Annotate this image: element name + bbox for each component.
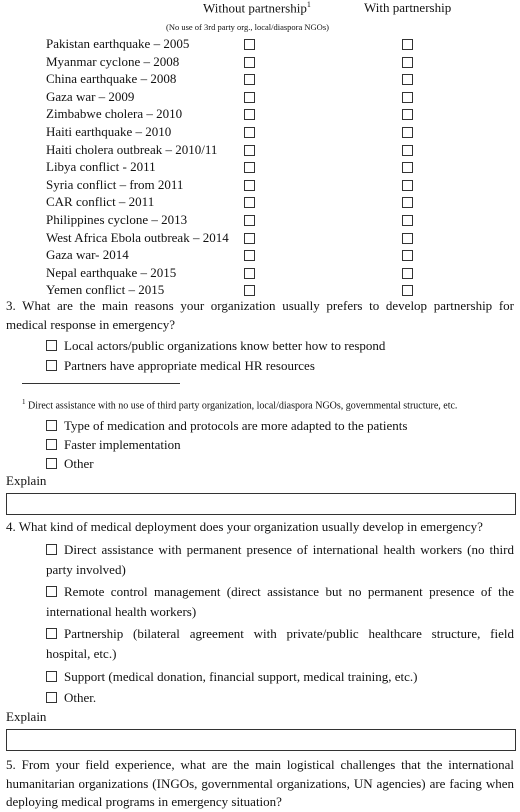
- with-partnership-checkbox[interactable]: [402, 127, 413, 138]
- table-row: [0, 176, 520, 194]
- with-partnership-checkbox[interactable]: [402, 162, 413, 173]
- q3-option-faster[interactable]: Faster implementation: [46, 436, 181, 454]
- with-partnership-checkbox[interactable]: [402, 109, 413, 120]
- q3-option-other[interactable]: Other: [46, 455, 94, 473]
- without-partnership-checkbox[interactable]: [244, 127, 255, 138]
- event-label: Nepal earthquake – 2015: [46, 264, 177, 280]
- checkbox[interactable]: [46, 439, 57, 450]
- q3-option-local-actors[interactable]: Local actors/public organizations know better how to respond: [46, 337, 385, 355]
- checkbox[interactable]: [46, 671, 57, 682]
- checkbox[interactable]: [46, 360, 57, 371]
- column-header-with: With partnership: [364, 0, 452, 15]
- footnote: $^1$ Direct assistance with no use of third party organization, local/diaspora NGOs, governmental structure, etc.: [22, 398, 458, 412]
- question-5: 5. From your field experience, what are the main logistical challenges that the international humanitarian organizations (INGOs, governmental organizations, UN agencies) are facing when deploying medical programs in emergency situation?: [6, 757, 514, 809]
- q4-explain-field[interactable]: [6, 729, 516, 751]
- event-label: Gaza war – 2009: [46, 88, 135, 104]
- without-partnership-checkbox[interactable]: [244, 39, 255, 50]
- q3-explain-field[interactable]: [6, 493, 516, 515]
- checkbox[interactable]: [46, 544, 57, 555]
- with-partnership-checkbox[interactable]: [402, 215, 413, 226]
- without-partnership-checkbox[interactable]: [244, 145, 255, 156]
- checkbox[interactable]: [46, 692, 57, 703]
- table-row: [0, 264, 520, 282]
- question-3: 3. What are the main reasons your organization usually prefers to develop partnership for medical response in emergency?: [6, 298, 514, 332]
- event-label: Syria conflict – from 2011: [46, 176, 184, 192]
- without-partnership-checkbox[interactable]: [244, 92, 255, 103]
- table-row: [0, 193, 520, 211]
- table-row: [0, 53, 520, 71]
- event-label: Myanmar cyclone – 2008: [46, 53, 180, 69]
- checkbox[interactable]: [46, 628, 57, 639]
- with-partnership-checkbox[interactable]: [402, 145, 413, 156]
- event-label: Yemen conflict – 2015: [46, 282, 165, 298]
- checkbox[interactable]: [46, 340, 57, 351]
- q4-option-support[interactable]: Support (medical donation, financial support, medical training, etc.): [46, 668, 417, 686]
- with-partnership-checkbox[interactable]: [402, 57, 413, 68]
- event-label: Philippines cyclone – 2013: [46, 212, 188, 227]
- with-partnership-checkbox[interactable]: [402, 180, 413, 191]
- table-row: [0, 229, 520, 247]
- q3-option-medication[interactable]: Type of medication and protocols are more adapted to the patients: [46, 417, 407, 435]
- without-partnership-checkbox[interactable]: [244, 74, 255, 85]
- with-partnership-checkbox[interactable]: [402, 39, 413, 50]
- without-partnership-checkbox[interactable]: [244, 197, 255, 208]
- q4-explain-label: Explain: [6, 709, 47, 724]
- table-row: [0, 246, 520, 264]
- checkbox[interactable]: [46, 458, 57, 469]
- without-partnership-checkbox[interactable]: [244, 250, 255, 261]
- without-partnership-checkbox[interactable]: [244, 215, 255, 226]
- q3-option-partners-hr[interactable]: Partners have appropriate medical HR resources: [46, 357, 315, 375]
- table-row: [0, 158, 520, 176]
- with-partnership-checkbox[interactable]: [402, 233, 413, 244]
- without-partnership-checkbox[interactable]: [244, 57, 255, 68]
- without-partnership-checkbox[interactable]: [244, 180, 255, 191]
- with-partnership-checkbox[interactable]: [402, 92, 413, 103]
- table-row: [0, 88, 520, 106]
- event-label: CAR conflict – 2011: [46, 194, 155, 210]
- q3-explain-label: Explain: [6, 473, 47, 488]
- with-partnership-checkbox[interactable]: [402, 74, 413, 85]
- table-row: [0, 35, 520, 53]
- q4-option-direct[interactable]: Direct assistance with permanent presence of international health workers (no third party involved): [46, 542, 514, 577]
- without-partnership-checkbox[interactable]: [244, 162, 255, 173]
- event-label: Libya conflict - 2011: [46, 159, 156, 175]
- event-label: China earthquake – 2008: [46, 71, 177, 87]
- without-partnership-checkbox[interactable]: [244, 285, 255, 296]
- table-row: [0, 105, 520, 123]
- event-label: Haiti cholera outbreak – 2010/11: [46, 141, 218, 157]
- with-partnership-checkbox[interactable]: [402, 285, 413, 296]
- column-header-without: Without partnership$^1$: [203, 0, 311, 16]
- with-partnership-checkbox[interactable]: [402, 197, 413, 208]
- checkbox[interactable]: [46, 586, 57, 597]
- table-row: [0, 70, 520, 88]
- with-partnership-checkbox[interactable]: [402, 250, 413, 261]
- event-label: Zimbabwe cholera – 2010: [46, 106, 183, 122]
- table-row: [0, 123, 520, 141]
- event-label: Haiti earthquake – 2010: [46, 124, 172, 139]
- footnote-rule: [22, 383, 180, 384]
- with-partnership-checkbox[interactable]: [402, 268, 413, 279]
- checkbox[interactable]: [46, 420, 57, 431]
- event-label: West Africa Ebola outbreak – 2014: [46, 229, 229, 245]
- column-header-without-note: (No use of 3rd party org., local/diaspora NGOs): [166, 22, 329, 32]
- without-partnership-checkbox[interactable]: [244, 109, 255, 120]
- question-4: 4. What kind of medical deployment does your organization usually develop in emergency?: [6, 519, 483, 534]
- table-row: [0, 141, 520, 159]
- q4-option-partnership[interactable]: Partnership (bilateral agreement with private/public healthcare structure, field hospital, etc.): [46, 626, 514, 661]
- without-partnership-checkbox[interactable]: [244, 268, 255, 279]
- q4-option-other[interactable]: Other.: [46, 689, 96, 707]
- event-label: Pakistan earthquake – 2005: [46, 36, 190, 51]
- event-label: Gaza war- 2014: [46, 247, 129, 263]
- without-partnership-checkbox[interactable]: [244, 233, 255, 244]
- q4-option-remote[interactable]: Remote control management (direct assistance but no permanent presence of the international health workers): [46, 584, 514, 619]
- table-row: [0, 211, 520, 229]
